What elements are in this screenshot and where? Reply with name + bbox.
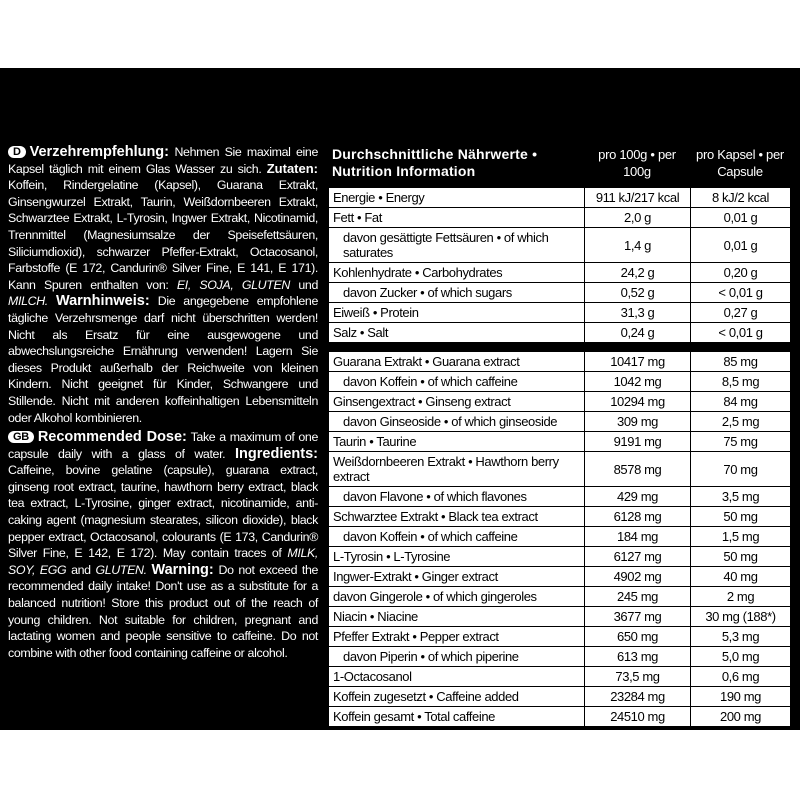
- row-label: Energie • Energy: [329, 188, 585, 208]
- row-label: davon Ginseoside • of which ginseoside: [329, 412, 585, 432]
- per-100g-header: pro 100g • per 100g: [598, 147, 676, 179]
- row-label: Ingwer-Extrakt • Ginger extract: [329, 567, 585, 587]
- value-per-100g: 1,4 g: [585, 228, 691, 263]
- value-per-capsule: 2,5 mg: [691, 412, 791, 432]
- value-per-100g: 0,52 g: [585, 283, 691, 303]
- row-label: Salz • Salt: [329, 323, 585, 343]
- value-per-100g: 9191 mg: [585, 432, 691, 452]
- value-per-100g: 184 mg: [585, 527, 691, 547]
- nutrition-table: [328, 187, 791, 343]
- value-per-capsule: 50 mg: [691, 507, 791, 527]
- german-dose-text: Nehmen Sie maximal eine Kapsel täglich mit einem Glas Wasser zu sich.: [8, 145, 319, 176]
- english-traces-last: GLUTEN.: [95, 562, 147, 577]
- value-per-capsule: < 0,01 g: [691, 283, 791, 303]
- ingredient-row: [329, 647, 791, 667]
- row-label: Fett • Fat: [329, 208, 585, 228]
- english-flag-badge: GB: [8, 431, 34, 443]
- value-per-100g: 31,3 g: [585, 303, 691, 323]
- value-per-capsule: 84 mg: [691, 392, 791, 412]
- english-warning-text: Do not exceed the recommended daily intake! Don't use as a substitute for a balanced nutrition! Store this product out of the reach of young children. Not suitable for children, pregnant and lactating women and people sensitive to caffeine. Do not combine with other food containing caffeine or alcohol.: [8, 562, 319, 660]
- row-label: Ginsengextract • Ginseng extract: [329, 392, 585, 412]
- value-per-capsule: 30 mg (188*): [691, 607, 791, 627]
- value-per-100g: 6128 mg: [585, 507, 691, 527]
- value-per-capsule: 0,27 g: [691, 303, 791, 323]
- value-per-capsule: 1,5 mg: [691, 527, 791, 547]
- ingredient-row: [329, 607, 791, 627]
- german-traces-text: Kann Spuren enthalten von:: [8, 277, 169, 292]
- row-label: Weißdornbeeren Extrakt • Hawthorn berry extract: [329, 452, 585, 487]
- row-label: davon Koffein • of which caffeine: [329, 372, 585, 392]
- value-per-100g: 650 mg: [585, 627, 691, 647]
- value-per-capsule: 3,5 mg: [691, 487, 791, 507]
- german-ingredients-heading: Zutaten:: [266, 160, 319, 176]
- value-per-capsule: 200 mg: [691, 707, 791, 727]
- value-per-capsule: 85 mg: [691, 352, 791, 372]
- ingredient-row: [329, 372, 791, 392]
- row-label: davon Flavone • of which flavones: [329, 487, 585, 507]
- ingredient-row: [329, 392, 791, 412]
- english-ingredients-heading: Ingredients:: [235, 445, 318, 462]
- ingredient-row: [329, 707, 791, 727]
- value-per-100g: 309 mg: [585, 412, 691, 432]
- value-per-capsule: 190 mg: [691, 687, 791, 707]
- value-per-capsule: 0,01 g: [691, 208, 791, 228]
- value-per-100g: 4902 mg: [585, 567, 691, 587]
- nutrition-row: [329, 228, 791, 263]
- value-per-capsule: < 0,01 g: [691, 323, 791, 343]
- english-dose-text: Take a maximum of one capsule daily with a glass of water.: [8, 430, 319, 461]
- row-label: davon Koffein • of which caffeine: [329, 527, 585, 547]
- value-per-capsule: 5,0 mg: [691, 647, 791, 667]
- row-label: Guarana Extrakt • Guarana extract: [329, 352, 585, 372]
- nutrition-row: [329, 303, 791, 323]
- value-per-100g: 6127 mg: [585, 547, 691, 567]
- ingredient-row: [329, 687, 791, 707]
- value-per-capsule: 0,20 g: [691, 263, 791, 283]
- ingredient-row: [329, 507, 791, 527]
- value-per-100g: 24510 mg: [585, 707, 691, 727]
- value-per-capsule: 8,5 mg: [691, 372, 791, 392]
- english-traces-and: and: [71, 562, 91, 577]
- ingredient-row: [329, 352, 791, 372]
- ingredient-row: [329, 452, 791, 487]
- nutrition-row: [329, 323, 791, 343]
- german-traces-and: und: [298, 277, 319, 292]
- value-per-100g: 429 mg: [585, 487, 691, 507]
- nutrition-row: [329, 263, 791, 283]
- value-per-capsule: 0,6 mg: [691, 667, 791, 687]
- row-label: 1-Octacosanol: [329, 667, 585, 687]
- nutrition-row: [329, 208, 791, 228]
- value-per-100g: 911 kJ/217 kcal: [585, 188, 691, 208]
- table-separator: [328, 343, 790, 351]
- english-traces-allergens: MILK, SOY, EGG: [8, 546, 319, 577]
- active-ingredient-rows: [329, 352, 791, 727]
- ingredient-row: [329, 547, 791, 567]
- ingredient-row: [329, 587, 791, 607]
- german-warning-heading: Warnhinweis:: [55, 293, 150, 310]
- value-per-100g: 2,0 g: [585, 208, 691, 228]
- english-warning-heading: Warning:: [151, 561, 214, 578]
- row-label: Eiweiß • Protein: [329, 303, 585, 323]
- ingredient-row: [329, 667, 791, 687]
- row-label: Schwarztee Extrakt • Black tea extract: [329, 507, 585, 527]
- german-dose-heading: Verzehrempfehlung:: [29, 144, 169, 160]
- ingredient-row: [329, 567, 791, 587]
- nutrition-rows: [329, 188, 791, 343]
- row-label: Niacin • Niacine: [329, 607, 585, 627]
- row-label: davon Zucker • of which sugars: [329, 283, 585, 303]
- value-per-capsule: 2 mg: [691, 587, 791, 607]
- row-label: Koffein zugesetzt • Caffeine added: [329, 687, 585, 707]
- german-traces-allergens: EI, SOJA, GLUTEN: [176, 277, 290, 292]
- german-flag-badge: D: [8, 146, 26, 158]
- row-label: Pfeffer Extrakt • Pepper extract: [329, 627, 585, 647]
- value-per-capsule: 5,3 mg: [691, 627, 791, 647]
- row-label: davon gesättigte Fettsäuren • of which saturates: [329, 228, 585, 263]
- ingredient-row: [329, 412, 791, 432]
- per-capsule-header: pro Kapsel • per Capsule: [696, 147, 784, 179]
- german-warning-text: Die angegebene empfohlene tägliche Verzehrsmenge darf nicht überschritten werden! Nicht als Ersatz für eine ausgewogene und abwechslungsreiche Ernährung verwenden! Lagern Sie dieses Produkt außerhalb der Reichweite von kleinen Kindern. Nicht geeignet für Kinder, Schwangere und Stillende. Nicht mit anderen koffeinhaltigen Lebensmitteln oder Alkohol kombinieren.: [8, 294, 319, 425]
- german-ingredients-text: Koffein, Rindergelatine (Kapsel), Guarana Extrakt, Ginsengwurzel Extrakt, Taurin, Weißdornbeeren Extrakt, Schwarztee Extrakt, L-Tyrosin, Ingwer Extrakt, Nicotinamid, Trennmittel (Magnesiumsalze der Speisefettsäuren, Siliciumdioxid), schwarzer Pfeffer-Extrakt, Octacosanol, Farbstoffe (E 172, Candurin® Silver Fine, E 141, E 171).: [8, 178, 318, 276]
- english-dose-heading: Recommended Dose:: [37, 429, 187, 446]
- nutrition-row: [329, 188, 791, 208]
- ingredient-row: [329, 527, 791, 547]
- value-per-100g: 3677 mg: [585, 607, 691, 627]
- german-section: [8, 144, 318, 426]
- german-traces-last: MILCH.: [8, 294, 48, 309]
- ingredient-row: [329, 487, 791, 507]
- value-per-100g: 23284 mg: [585, 687, 691, 707]
- row-label: Kohlenhydrate • Carbohydrates: [329, 263, 585, 283]
- nutrition-title: Durchschnittliche Nährwerte • Nutrition Information: [332, 146, 538, 179]
- row-label: davon Gingerole • of which gingeroles: [329, 587, 585, 607]
- row-label: Taurin • Taurine: [329, 432, 585, 452]
- value-per-capsule: 0,01 g: [691, 228, 791, 263]
- nutrition-header: [328, 146, 790, 187]
- row-label: Koffein gesamt • Total caffeine: [329, 707, 585, 727]
- value-per-capsule: 40 mg: [691, 567, 791, 587]
- value-per-capsule: 8 kJ/2 kcal: [691, 188, 791, 208]
- active-ingredients-table: [328, 351, 791, 727]
- value-per-capsule: 75 mg: [691, 432, 791, 452]
- english-section: [8, 429, 318, 661]
- value-per-100g: 10294 mg: [585, 392, 691, 412]
- row-label: L-Tyrosin • L-Tyrosine: [329, 547, 585, 567]
- english-ingredients-text: Caffeine, bovine gelatine (capsule), guarana extract, ginseng root extract, taurine, hawthorn berry extract, black tea extract, L-Tyrosine, ginger extract, nicotinamide, anti-caking agent (magnesium stearates, silicon dioxide), black pepper extract, Octacosanol, colourants (E 173, Candurin® Silver Fine, E 142, E 172). May contain traces of: [8, 463, 318, 561]
- directions-panel: [8, 144, 318, 661]
- value-per-100g: 24,2 g: [585, 263, 691, 283]
- row-label: davon Piperin • of which piperine: [329, 647, 585, 667]
- value-per-100g: 73,5 mg: [585, 667, 691, 687]
- nutrition-panel: [328, 146, 790, 727]
- ingredient-row: [329, 432, 791, 452]
- ingredient-row: [329, 627, 791, 647]
- value-per-100g: 10417 mg: [585, 352, 691, 372]
- value-per-100g: 613 mg: [585, 647, 691, 667]
- value-per-capsule: 70 mg: [691, 452, 791, 487]
- value-per-100g: 8578 mg: [585, 452, 691, 487]
- nutrition-row: [329, 283, 791, 303]
- value-per-100g: 0,24 g: [585, 323, 691, 343]
- value-per-capsule: 50 mg: [691, 547, 791, 567]
- value-per-100g: 1042 mg: [585, 372, 691, 392]
- value-per-100g: 245 mg: [585, 587, 691, 607]
- product-label: [0, 68, 800, 730]
